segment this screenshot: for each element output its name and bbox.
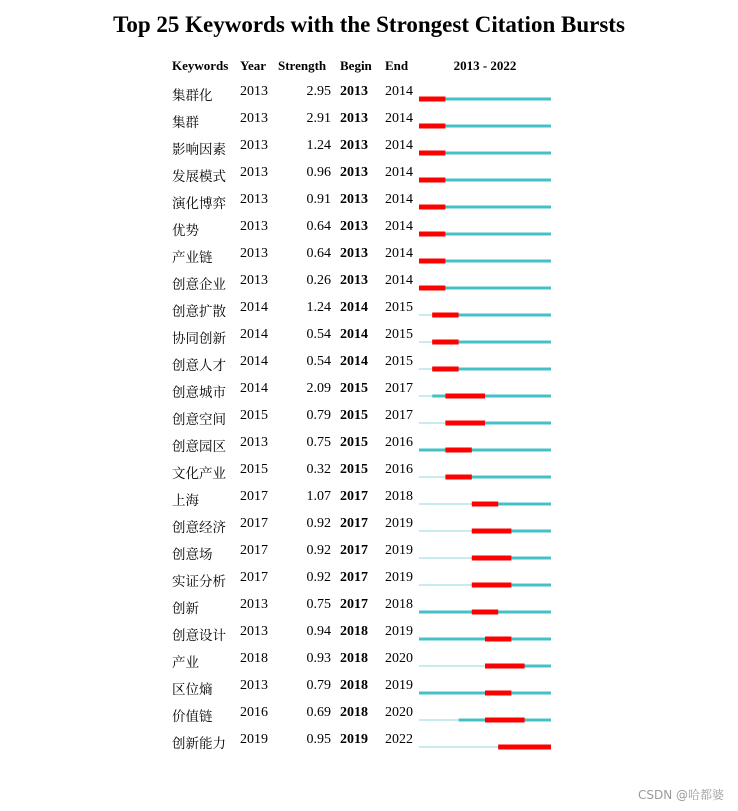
keyword-cell: 产业 xyxy=(172,655,199,671)
watermark: CSDN @哈都婆 xyxy=(637,788,724,802)
burst-bar xyxy=(472,556,512,561)
begin-cell: 2013 xyxy=(340,138,368,153)
keyword-cell: 集群 xyxy=(172,115,199,131)
burst-bar xyxy=(445,421,485,426)
begin-cell: 2017 xyxy=(340,543,368,558)
burst-bar xyxy=(445,448,471,453)
table-row xyxy=(0,242,738,269)
burst-timeline xyxy=(419,593,551,620)
burst-timeline xyxy=(419,161,551,188)
burst-timeline xyxy=(419,269,551,296)
end-cell: 2019 xyxy=(385,543,413,558)
end-cell: 2015 xyxy=(385,327,413,342)
burst-timeline xyxy=(419,242,551,269)
begin-cell: 2014 xyxy=(340,327,368,342)
begin-cell: 2018 xyxy=(340,678,368,693)
end-cell: 2014 xyxy=(385,219,413,234)
keyword-cell: 创意园区 xyxy=(172,439,226,455)
inactive-segment xyxy=(419,584,472,586)
year-cell: 2015 xyxy=(240,408,268,423)
strength-cell: 0.93 xyxy=(306,651,331,666)
burst-timeline xyxy=(419,620,551,647)
burst-bar xyxy=(432,367,458,372)
burst-bar xyxy=(472,529,512,534)
begin-cell: 2015 xyxy=(340,408,368,423)
burst-bar xyxy=(485,718,525,723)
year-cell: 2013 xyxy=(240,219,268,234)
header-keywords: Keywords xyxy=(172,58,229,73)
burst-timeline xyxy=(419,647,551,674)
burst-bar xyxy=(432,313,458,318)
table-row xyxy=(0,296,738,323)
end-cell: 2014 xyxy=(385,84,413,99)
table-row xyxy=(0,80,738,107)
keyword-cell: 创新 xyxy=(172,601,199,617)
burst-bar xyxy=(485,637,511,642)
end-cell: 2016 xyxy=(385,435,413,450)
year-cell: 2013 xyxy=(240,273,268,288)
end-cell: 2019 xyxy=(385,570,413,585)
burst-bar xyxy=(419,124,445,129)
begin-cell: 2013 xyxy=(340,273,368,288)
year-cell: 2013 xyxy=(240,624,268,639)
year-cell: 2013 xyxy=(240,435,268,450)
strength-cell: 0.54 xyxy=(306,327,331,342)
year-cell: 2013 xyxy=(240,246,268,261)
strength-cell: 2.91 xyxy=(306,111,331,126)
keyword-cell: 价值链 xyxy=(172,709,213,725)
header-begin: Begin xyxy=(340,58,372,73)
end-cell: 2019 xyxy=(385,516,413,531)
end-cell: 2019 xyxy=(385,624,413,639)
end-cell: 2014 xyxy=(385,192,413,207)
burst-bar xyxy=(419,205,445,210)
burst-timeline xyxy=(419,323,551,350)
strength-cell: 0.92 xyxy=(306,570,331,585)
burst-timeline xyxy=(419,431,551,458)
burst-bar xyxy=(419,232,445,237)
strength-cell: 0.94 xyxy=(306,624,331,639)
strength-cell: 0.75 xyxy=(306,435,331,450)
table-row xyxy=(0,269,738,296)
table-row xyxy=(0,539,738,566)
header-timeline: 2013 - 2022 xyxy=(453,58,517,73)
table-row xyxy=(0,728,738,755)
header-strength: Strength xyxy=(278,58,327,73)
begin-cell: 2015 xyxy=(340,462,368,477)
burst-bar xyxy=(472,610,498,615)
burst-bar xyxy=(419,178,445,183)
inactive-segment xyxy=(419,719,459,721)
table-row xyxy=(0,134,738,161)
inactive-segment xyxy=(419,422,445,424)
end-cell: 2018 xyxy=(385,489,413,504)
table-row xyxy=(0,458,738,485)
burst-timeline xyxy=(419,404,551,431)
inactive-segment xyxy=(419,503,472,505)
burst-bar xyxy=(498,745,551,750)
keyword-cell: 优势 xyxy=(172,223,199,239)
keyword-cell: 创意城市 xyxy=(172,385,226,401)
burst-timeline xyxy=(419,458,551,485)
year-cell: 2015 xyxy=(240,462,268,477)
begin-cell: 2013 xyxy=(340,165,368,180)
table-row xyxy=(0,323,738,350)
year-cell: 2017 xyxy=(240,543,268,558)
burst-timeline xyxy=(419,539,551,566)
keyword-cell: 创意场 xyxy=(172,547,213,563)
end-cell: 2014 xyxy=(385,111,413,126)
header-end: End xyxy=(385,58,409,73)
inactive-segment xyxy=(419,314,432,316)
begin-cell: 2014 xyxy=(340,354,368,369)
strength-cell: 0.69 xyxy=(306,705,331,720)
end-cell: 2020 xyxy=(385,705,413,720)
begin-cell: 2019 xyxy=(340,732,368,747)
year-cell: 2019 xyxy=(240,732,268,747)
burst-bar xyxy=(419,97,445,102)
table-row xyxy=(0,647,738,674)
strength-cell: 0.54 xyxy=(306,354,331,369)
year-cell: 2013 xyxy=(240,84,268,99)
burst-timeline xyxy=(419,728,551,755)
begin-cell: 2017 xyxy=(340,516,368,531)
strength-cell: 0.64 xyxy=(306,219,331,234)
burst-timeline xyxy=(419,377,551,404)
begin-cell: 2018 xyxy=(340,705,368,720)
keyword-cell: 集群化 xyxy=(172,88,213,104)
keyword-cell: 创意经济 xyxy=(172,520,226,536)
keyword-cell: 创意人才 xyxy=(172,358,226,374)
inactive-segment xyxy=(419,341,432,343)
keyword-cell: 区位熵 xyxy=(172,682,213,698)
table-row xyxy=(0,107,738,134)
table-row xyxy=(0,431,738,458)
inactive-segment xyxy=(419,665,485,667)
keyword-cell: 创意扩散 xyxy=(172,304,226,320)
burst-timeline xyxy=(419,512,551,539)
burst-bar xyxy=(445,475,471,480)
table-row xyxy=(0,674,738,701)
begin-cell: 2013 xyxy=(340,246,368,261)
burst-timeline xyxy=(419,674,551,701)
burst-timeline xyxy=(419,80,551,107)
year-cell: 2014 xyxy=(240,354,268,369)
year-cell: 2013 xyxy=(240,597,268,612)
header-year: Year xyxy=(240,58,266,73)
end-cell: 2017 xyxy=(385,381,413,396)
strength-cell: 2.09 xyxy=(306,381,331,396)
strength-cell: 1.24 xyxy=(306,300,331,315)
keyword-cell: 发展模式 xyxy=(172,169,226,185)
begin-cell: 2017 xyxy=(340,489,368,504)
begin-cell: 2018 xyxy=(340,624,368,639)
end-cell: 2015 xyxy=(385,354,413,369)
burst-timeline xyxy=(419,701,551,728)
year-cell: 2017 xyxy=(240,516,268,531)
strength-cell: 0.95 xyxy=(306,732,331,747)
year-cell: 2014 xyxy=(240,327,268,342)
end-cell: 2016 xyxy=(385,462,413,477)
table-row xyxy=(0,161,738,188)
year-cell: 2016 xyxy=(240,705,268,720)
year-cell: 2013 xyxy=(240,192,268,207)
burst-timeline xyxy=(419,296,551,323)
burst-timeline xyxy=(419,566,551,593)
strength-cell: 1.07 xyxy=(306,489,331,504)
burst-bar xyxy=(419,259,445,264)
year-cell: 2014 xyxy=(240,381,268,396)
burst-timeline xyxy=(419,188,551,215)
strength-cell: 0.92 xyxy=(306,543,331,558)
table-row xyxy=(0,620,738,647)
table-row xyxy=(0,485,738,512)
burst-bar xyxy=(445,394,485,399)
strength-cell: 0.92 xyxy=(306,516,331,531)
table-row xyxy=(0,215,738,242)
keyword-cell: 实证分析 xyxy=(172,574,226,590)
table-row xyxy=(0,350,738,377)
inactive-segment xyxy=(419,476,445,478)
end-cell: 2017 xyxy=(385,408,413,423)
strength-cell: 0.32 xyxy=(306,462,331,477)
burst-timeline xyxy=(419,215,551,242)
burst-timeline xyxy=(419,134,551,161)
year-cell: 2017 xyxy=(240,489,268,504)
year-cell: 2017 xyxy=(240,570,268,585)
keyword-cell: 上海 xyxy=(172,493,199,509)
burst-bar xyxy=(419,151,445,156)
burst-bar xyxy=(485,664,525,669)
year-cell: 2013 xyxy=(240,678,268,693)
begin-cell: 2017 xyxy=(340,570,368,585)
table-row xyxy=(0,404,738,431)
strength-cell: 0.75 xyxy=(306,597,331,612)
chart-title: Top 25 Keywords with the Strongest Citation Bursts xyxy=(113,12,625,37)
end-cell: 2014 xyxy=(385,138,413,153)
keyword-cell: 文化产业 xyxy=(172,466,226,482)
end-cell: 2019 xyxy=(385,678,413,693)
keyword-cell: 创意空间 xyxy=(172,412,226,428)
end-cell: 2022 xyxy=(385,732,413,747)
table-row xyxy=(0,701,738,728)
strength-cell: 0.91 xyxy=(306,192,331,207)
keyword-cell: 影响因素 xyxy=(172,142,226,158)
begin-cell: 2015 xyxy=(340,435,368,450)
burst-bar xyxy=(472,502,498,507)
year-cell: 2018 xyxy=(240,651,268,666)
begin-cell: 2013 xyxy=(340,219,368,234)
strength-cell: 0.26 xyxy=(306,273,331,288)
end-cell: 2020 xyxy=(385,651,413,666)
burst-timeline xyxy=(419,485,551,512)
strength-cell: 0.96 xyxy=(306,165,331,180)
active-segment xyxy=(419,449,551,452)
keyword-cell: 创意设计 xyxy=(172,628,226,644)
strength-cell: 2.95 xyxy=(306,84,331,99)
begin-cell: 2013 xyxy=(340,84,368,99)
year-cell: 2013 xyxy=(240,111,268,126)
burst-bar xyxy=(485,691,511,696)
year-cell: 2013 xyxy=(240,165,268,180)
burst-timeline xyxy=(419,107,551,134)
begin-cell: 2013 xyxy=(340,192,368,207)
begin-cell: 2015 xyxy=(340,381,368,396)
burst-timeline xyxy=(419,350,551,377)
strength-cell: 1.24 xyxy=(306,138,331,153)
keyword-cell: 演化博弈 xyxy=(172,196,226,212)
end-cell: 2015 xyxy=(385,300,413,315)
keyword-cell: 协同创新 xyxy=(172,331,226,347)
table-row xyxy=(0,593,738,620)
inactive-segment xyxy=(419,530,472,532)
table-row xyxy=(0,566,738,593)
burst-bar xyxy=(472,583,512,588)
keyword-cell: 产业链 xyxy=(172,250,213,266)
table-row xyxy=(0,188,738,215)
year-cell: 2014 xyxy=(240,300,268,315)
begin-cell: 2013 xyxy=(340,111,368,126)
burst-bar xyxy=(432,340,458,345)
strength-cell: 0.79 xyxy=(306,678,331,693)
begin-cell: 2014 xyxy=(340,300,368,315)
end-cell: 2014 xyxy=(385,273,413,288)
end-cell: 2014 xyxy=(385,165,413,180)
keyword-cell: 创意企业 xyxy=(172,277,226,293)
table-row xyxy=(0,512,738,539)
year-cell: 2013 xyxy=(240,138,268,153)
strength-cell: 0.79 xyxy=(306,408,331,423)
strength-cell: 0.64 xyxy=(306,246,331,261)
keyword-cell: 创新能力 xyxy=(172,736,226,752)
begin-cell: 2017 xyxy=(340,597,368,612)
inactive-segment xyxy=(419,557,472,559)
table-row xyxy=(0,377,738,404)
begin-cell: 2018 xyxy=(340,651,368,666)
end-cell: 2018 xyxy=(385,597,413,612)
end-cell: 2014 xyxy=(385,246,413,261)
burst-bar xyxy=(419,286,445,291)
inactive-segment xyxy=(419,746,498,748)
inactive-segment xyxy=(419,368,432,370)
inactive-segment xyxy=(419,395,432,397)
